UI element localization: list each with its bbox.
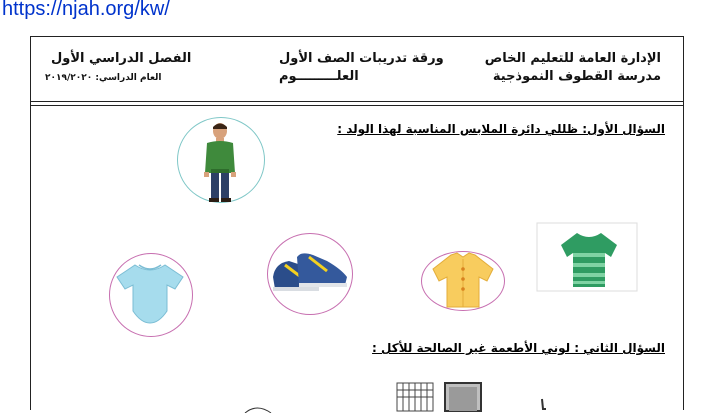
boy-icon: [199, 119, 241, 205]
header-divider-2: [31, 105, 683, 106]
header-right-line1: الإدارة العامة للتعليم الخاص: [484, 51, 661, 66]
worksheet: [30, 36, 684, 410]
header-left-line1: الفصل الدراسي الأول: [51, 51, 192, 66]
question-2: السؤال الثاني : لوني الأطعمة غير الصالحة للأكل :: [372, 341, 665, 355]
header-center-line1: ورقة تدريبات الصف الأول: [279, 51, 444, 66]
food-items-icon: [397, 383, 437, 411]
header-left-line2: العام الدراسي: ٢٠١٩/٢٠٢٠: [45, 73, 162, 83]
food-fragment-icon: [539, 397, 547, 413]
question-1: السؤال الأول: ظللي دائرة الملابس المناسبة لهذا الولد :: [337, 122, 665, 136]
food-box-icon: [445, 383, 483, 411]
header-divider: [31, 101, 683, 102]
watermark-url: https://njah.org/kw/: [2, 0, 170, 20]
baby-bodysuit-icon: [117, 263, 183, 323]
header-right-line2: مدرسة القطوف النموذجية: [492, 69, 661, 84]
food-outline-icon: [243, 403, 273, 413]
sneakers-icon: [271, 251, 351, 299]
pajama-icon: [431, 251, 495, 309]
striped-shirt-icon: [561, 231, 617, 289]
header-center-line2: العلـــــــــوم: [279, 69, 359, 84]
